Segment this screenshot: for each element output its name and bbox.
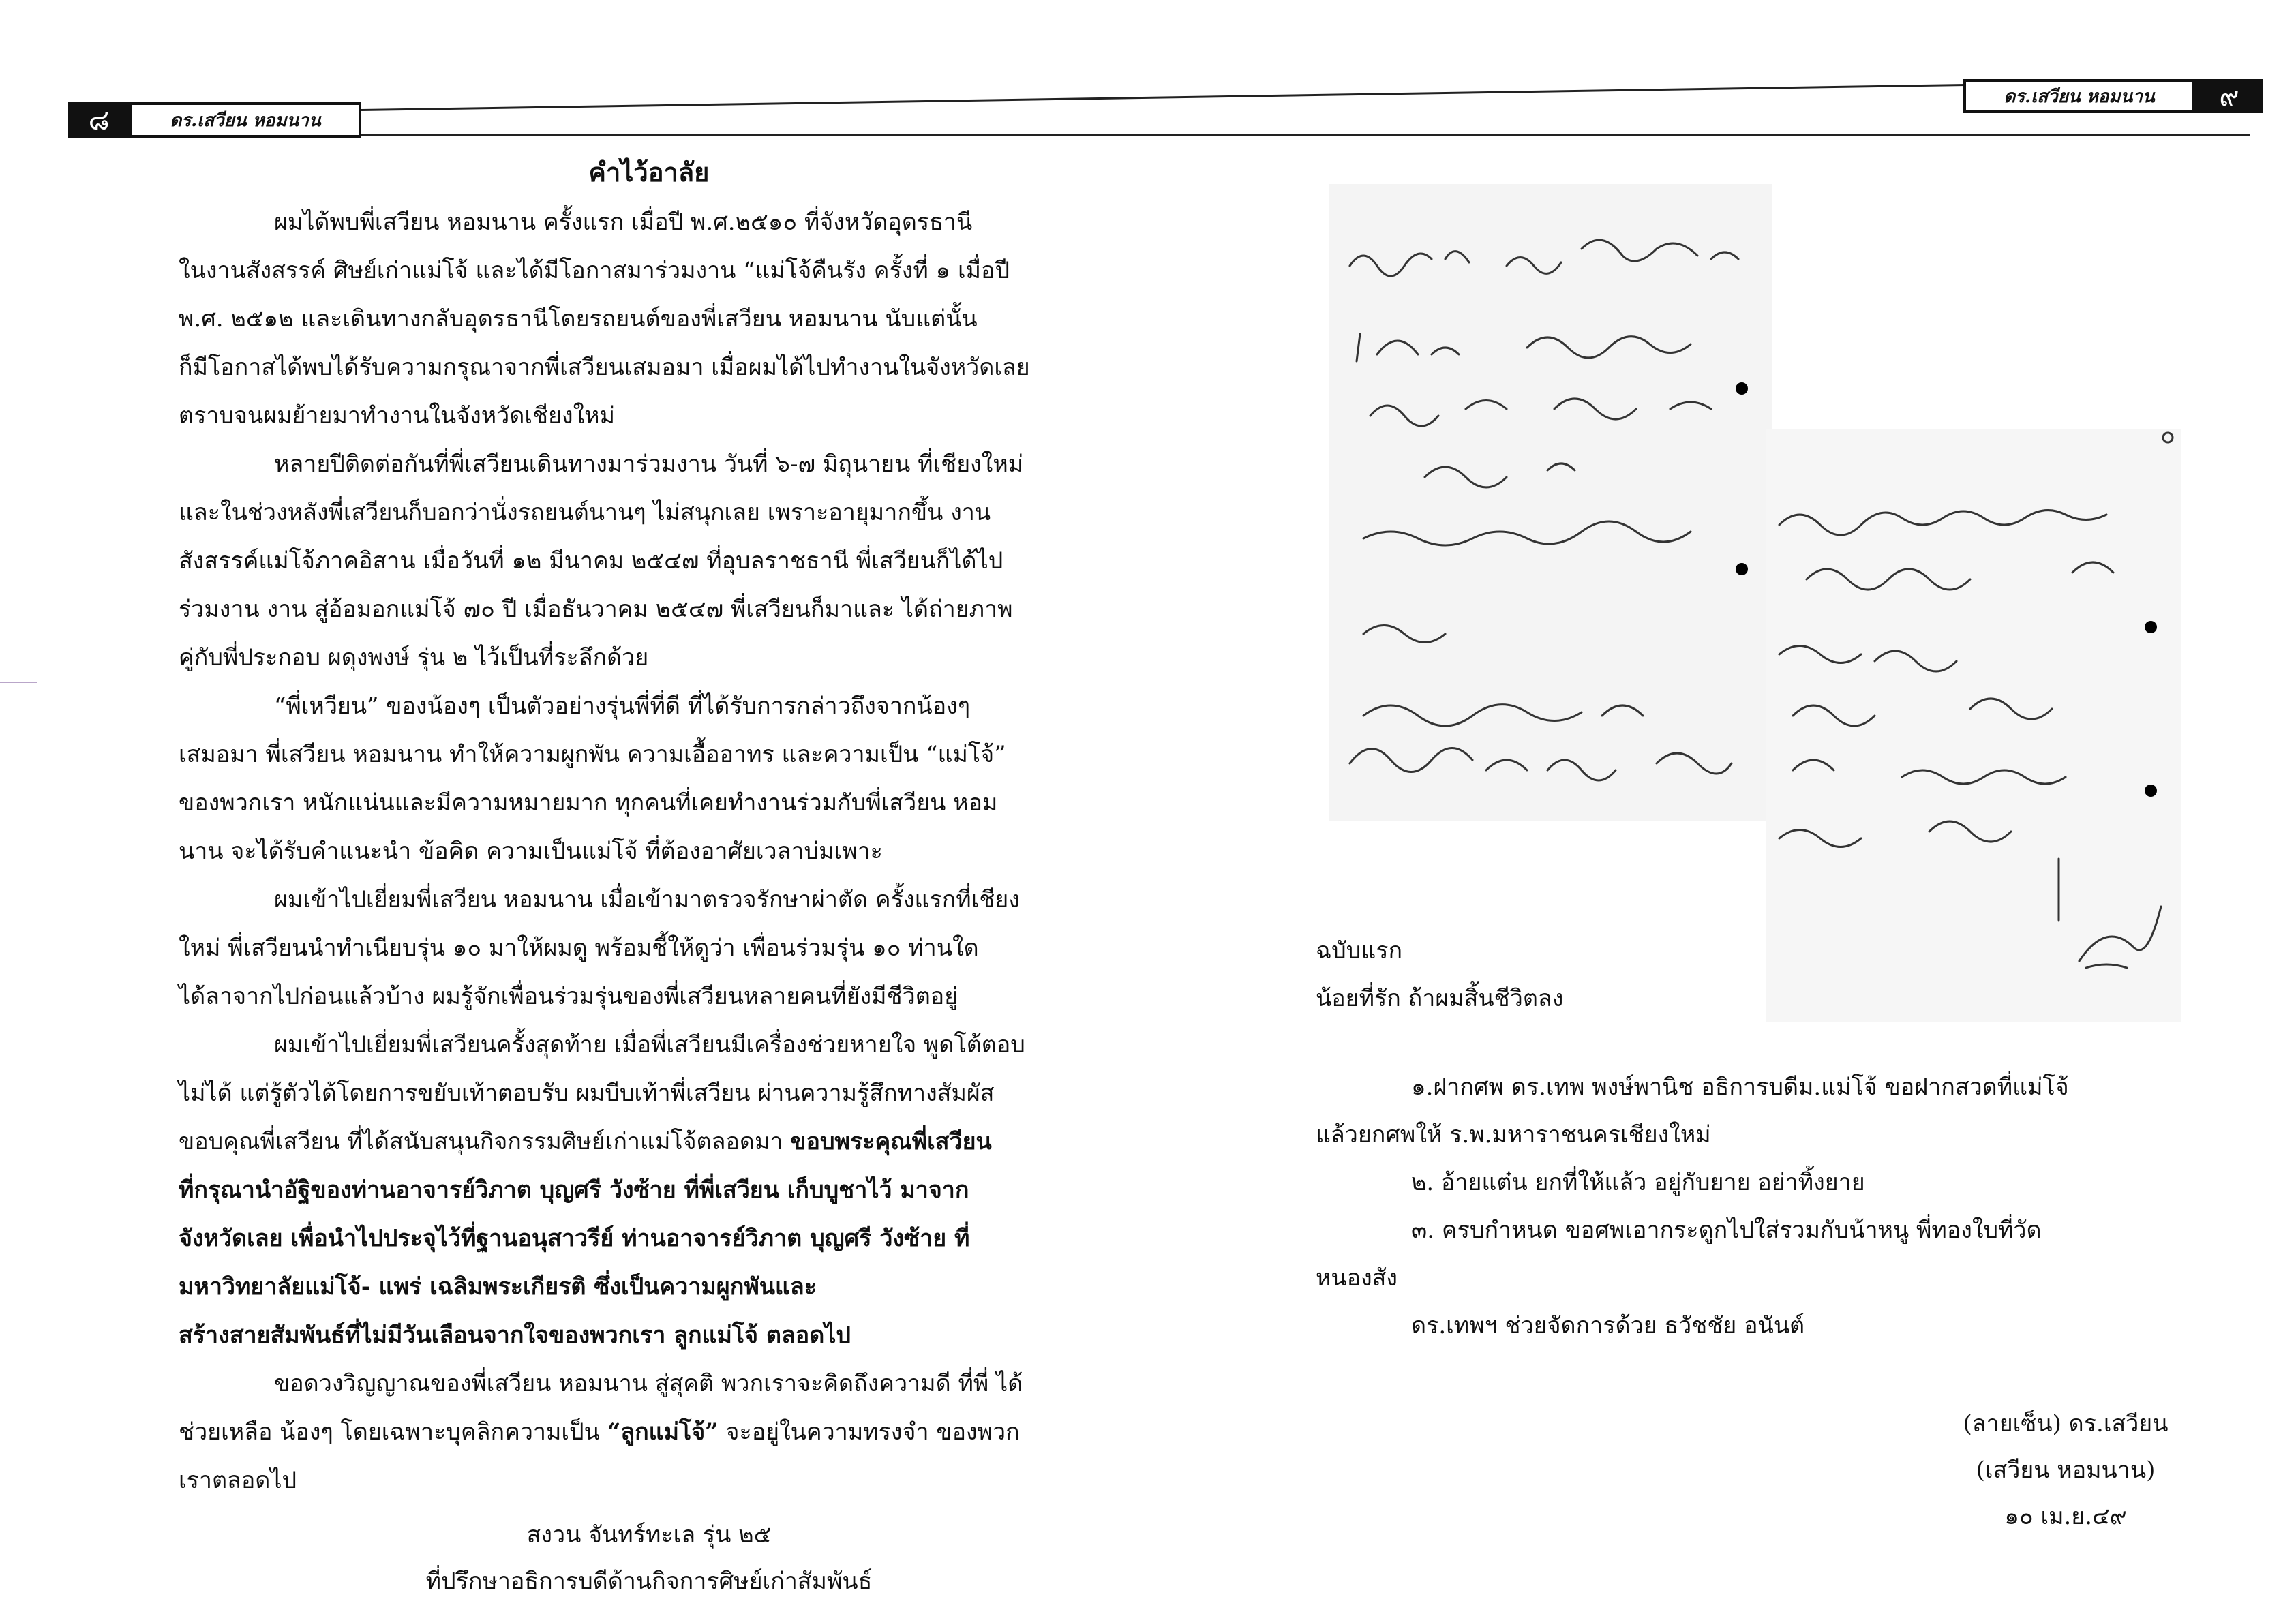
caption-first-copy: ฉบับแรก: [1316, 937, 1403, 964]
handwriting-scribbles: [1329, 184, 1772, 821]
bold-segment: “ลูกแม่โจ้”: [607, 1418, 719, 1446]
letter-transcript: [1316, 927, 2175, 1350]
right-header-author: ดร.เสวียน หอมนาน: [1963, 79, 2195, 113]
text-line: ไม่ได้ แต่รู้ตัวได้โดยการขยับเท้าตอบรับ ผมบีบเท้าพี่เสวียน ผ่านความรู้สึกทางสัมผัส: [179, 1080, 995, 1107]
spacer: [1316, 1022, 2175, 1063]
bold-line: มหาวิทยาลัยแม่โจ้- แพร่ เฉลิมพระเกียรติ ซึ่งเป็นความผูกพันและ: [179, 1273, 817, 1300]
header-rule-left: [68, 134, 2250, 136]
paragraph-1: [179, 198, 1119, 440]
item-3-line-2: หนองสัง: [1316, 1264, 1398, 1292]
paragraph-2: [179, 440, 1119, 682]
text-line: สังสรรค์แม่โจ้ภาคอิสาน เมื่อวันที่ ๑๒ มีนาคม ๒๕๔๗ ที่อุบลราชธานี พี่เสวียนก็ได้ไป: [179, 547, 1003, 575]
paragraph-6: [179, 1360, 1119, 1505]
paragraph-4: [179, 876, 1119, 1021]
right-page-number: ๙: [2195, 79, 2263, 113]
signature-line-1: (ลายเซ็น) ดร.เสวียน: [1963, 1410, 2169, 1437]
item-1-line-2: แล้วยกศพให้ ร.พ.มหาราชนครเชียงใหม่: [1316, 1121, 1711, 1148]
text-line: “พี่เหวียน” ของน้องๆ เป็นตัวอย่างรุ่นพี่ที่ดี ที่ได้รับการกล่าวถึงจากน้องๆ: [274, 692, 971, 720]
text-line: ของพวกเรา หนักแน่นและมีความหมายมาก ทุกคนที่เคยทำงานร่วมกับพี่เสวียน หอม: [179, 789, 998, 817]
text-line: หลายปีติดต่อกันที่พี่เสวียนเดินทางมาร่วมงาน วันที่ ๖-๗ มิถุนายน ที่เชียงใหม่: [274, 451, 1024, 478]
bold-line: จังหวัดเลย เพื่อนำไปประจุไว้ที่ฐานอนุสาวรีย์ ท่านอาจารย์วิภาต บุญศรี วังซ้าย ที่: [179, 1225, 970, 1252]
text-line: เสมอมา พี่เสวียน หอมนาน ทำให้ความผูกพัน ความเอื้ออาทร และความเป็น “แม่โจ้”: [179, 741, 1006, 768]
text-line: ผมได้พบพี่เสวียน หอมนาน ครั้งแรก เมื่อปี พ.ศ.๒๕๑๐ ที่จังหวัดอุดรธานี: [274, 209, 973, 236]
left-header-author: ดร.เสวียน หอมนาน: [130, 102, 361, 138]
text-line: ในงานสังสรรค์ ศิษย์เก่าแม่โจ้ และได้มีโอกาสมาร่วมงาน “แม่โจ้คืนรัง ครั้งที่ ๑ เมื่อปี: [179, 257, 1010, 284]
bold-line: สร้างสายสัมพันธ์ที่ไม่มีวันเลือนจากใจของพวกเรา ลูกแม่โจ้ ตลอดไป: [179, 1322, 851, 1349]
letter-signature: [1929, 1401, 2202, 1540]
text-line: ใหม่ พี่เสวียนนำทำเนียบรุ่น ๑๐ มาให้ผมดู พร้อมชี้ให้ดูว่า เพื่อนร่วมรุ่น ๑๐ ท่านใด: [179, 934, 979, 962]
text-line-mixed: [179, 1408, 1119, 1457]
eulogy-signature: [179, 1512, 1119, 1604]
text-line-mixed: [179, 1118, 1119, 1166]
text-line: ได้ลาจากไปก่อนแล้วบ้าง ผมรู้จักเพื่อนร่วมรุ่นของพี่เสวียนหลายคนที่ยังมีชีวิตอยู่: [179, 983, 958, 1010]
item-2: ๒. อ้ายแต๋น ยกที่ให้แล้ว อยู่กับยาย อย่าทิ้งยาย: [1411, 1169, 1865, 1196]
text-line: คู่กับพี่ประกอบ ผดุงพงษ์ รุ่น ๒ ไว้เป็นที่ระลึกด้วย: [179, 644, 649, 671]
text-segment: ช่วยเหลือ น้องๆ โดยเฉพาะบุคลิกความเป็น: [179, 1418, 600, 1446]
text-line: นาน จะได้รับคำแนะนำ ข้อคิด ความเป็นแม่โจ้ ที่ต้องอาศัยเวลาบ่มเพาะ: [179, 838, 883, 865]
item-4: ดร.เทพฯ ช่วยจัดการด้วย ธวัชชัย อนันต์: [1411, 1312, 1805, 1339]
margin-mark: [0, 682, 37, 683]
bold-line: ที่กรุณานำอัฐิของท่านอาจารย์วิภาต บุญศรี วังซ้าย ที่พี่เสวียน เก็บบูชาไว้ มาจาก: [179, 1176, 969, 1204]
text-line: และในช่วงหลังพี่เสวียนก็บอกว่านั่งรถยนต์นานๆ ไม่สนุกเลย เพราะอายุมากขึ้น งาน: [179, 499, 991, 526]
text-line: ร่วมงาน งาน สู่อ้อมอกแม่โจ้ ๗๐ ปี เมื่อธันวาคม ๒๕๔๗ พี่เสวียนก็มาและ ได้ถ่ายภาพ: [179, 596, 1013, 623]
handwritten-letter-page-1: [1329, 184, 1772, 821]
text-line: ก็มีโอกาสได้พบได้รับความกรุณาจากพี่เสวียนเสมอมา เมื่อผมได้ไปทำงานในจังหวัดเลย: [179, 354, 1030, 381]
signature-line-2: (เสวียน หอมนาน): [1976, 1457, 2156, 1484]
item-1-line-1: ๑.ฝากศพ ดร.เทพ พงษ์พานิช อธิการบดีม.แม่โจ้ ขอฝากสวดที่แม่โจ้: [1411, 1074, 2069, 1101]
text-line: ผมเข้าไปเยี่ยมพี่เสวียน หอมนาน เมื่อเข้ามาตรวจรักษาผ่าตัด ครั้งแรกที่เชียง: [274, 886, 1020, 913]
paragraph-3: [179, 682, 1119, 876]
text-line: ขอดวงวิญญาณของพี่เสวียน หอมนาน สู่สุคติ พวกเราจะคิดถึงความดี ที่พี่ ได้: [274, 1370, 1023, 1397]
signature-date: ๑๐ เม.ย.๔๙: [2004, 1503, 2127, 1530]
eulogy-column: [179, 151, 1119, 1604]
text-line: ตราบจนผมย้ายมาทำงานในจังหวัดเชียงใหม่: [179, 402, 615, 429]
item-3-line-1: ๓. ครบกำหนด ขอศพเอากระดูกไปใส่รวมกับน้าหนู พี่ทองใบที่วัด: [1411, 1217, 2042, 1244]
eulogy-title: คำไว้อาลัย: [588, 157, 710, 187]
left-page-number: ๘: [68, 102, 130, 138]
text-segment: จะอยู่ในความทรงจำ ของพวก: [725, 1418, 1020, 1446]
bold-segment: ขอบพระคุณพี่เสวียน: [790, 1128, 992, 1155]
text-line: เราตลอดไป: [179, 1467, 297, 1494]
text-line: ผมเข้าไปเยี่ยมพี่เสวียนครั้งสุดท้าย เมื่อพี่เสวียนมีเครื่องช่วยหายใจ พูดโต้ตอบ: [274, 1031, 1025, 1059]
header-rule-slant: [361, 84, 1977, 111]
text-line: พ.ศ. ๒๕๑๒ และเดินทางกลับอุดรธานีโดยรถยนต์ของพี่เสวียน หอมนาน นับแต่นั้น: [179, 305, 978, 333]
text-segment: ขอบคุณพี่เสวียน ที่ได้สนับสนุนกิจกรรมศิษย์เก่าแม่โจ้ตลอดมา: [179, 1128, 783, 1155]
caption-greeting: น้อยที่รัก ถ้าผมสิ้นชีวิตลง: [1316, 985, 1564, 1012]
paragraph-5: [179, 1021, 1119, 1360]
signature-title: ที่ปรึกษาอธิการบดีด้านกิจการศิษย์เก่าสัมพันธ์: [425, 1568, 873, 1595]
signature-name: สงวน จันทร์ทะเล รุ่น ๒๕: [526, 1521, 772, 1549]
